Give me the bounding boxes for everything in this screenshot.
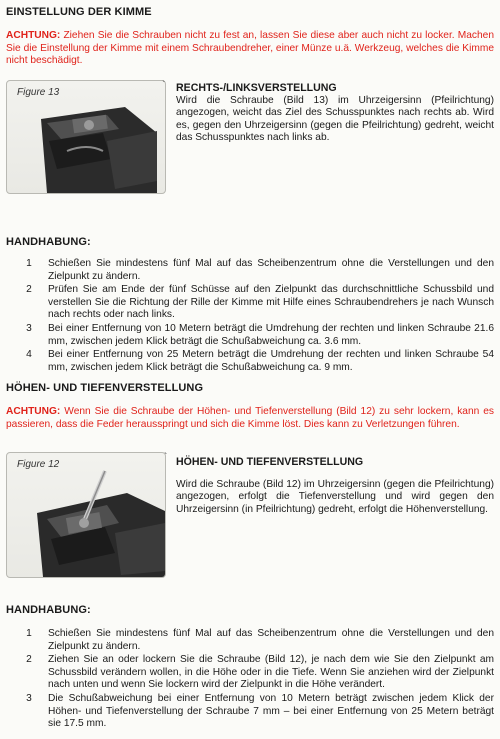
list-item	[6, 693, 494, 731]
handling-list-2	[6, 628, 494, 732]
list-item	[6, 284, 494, 322]
warning-text: Ziehen Sie die Schrauben nicht zu fest an, lassen Sie diese aber auch nicht zu locker. Machen Sie die Einstellung der Kimme mit einem Schraubendreher, einer Münze u.ä. Werkzeug, welches die Kimme nicht beschädigt.	[6, 30, 494, 67]
list-item-text: Schießen Sie mindestens fünf Mal auf das Scheibenzentrum ohne die Verstellungen und den Zielpunkt zu ändern.	[48, 258, 494, 282]
list-item-text: Bei einer Entfernung von 25 Metern beträgt die Umdrehung der rechten und linken Schraube 54 mm, zwischen jedem Klick beträgt die Schußabweichung ca. 9 mm.	[48, 349, 494, 373]
list-item-text: Prüfen Sie am Ende der fünf Schüsse auf den Zielpunkt das durchschnittliche Schussbild und verstellen Sie die Richtung der Rille der Kimme mit Hilfe eines Schraubendrehers je nach Wunsch nach rechts oder nach links.	[48, 284, 494, 321]
list-item-text: Schießen Sie mindestens fünf Mal auf das Scheibenzentrum ohne die Verstellungen und den Zielpunkt zu ändern.	[48, 628, 494, 652]
sub-heading-rechts-links: RECHTS-/LINKSVERSTELLUNG	[176, 82, 337, 94]
list-item-number: 3	[26, 692, 32, 704]
list-item	[6, 323, 494, 348]
hoehen-tiefen-block	[176, 456, 494, 516]
warning-label: ACHTUNG:	[6, 30, 61, 41]
warning-text: Wenn Sie die Schraube der Höhen- und Tiefenverstellung (Bild 12) zu sehr lockern, kann es passieren, dass die Feder herausspringt und sich die Kimme löst. Dies kann zu Verletzungen führen.	[6, 406, 494, 430]
list-item-number: 1	[26, 258, 32, 269]
list-item	[6, 654, 494, 692]
figure-callout-mark: `	[164, 452, 168, 463]
figure-12	[6, 452, 166, 578]
handling-list-1	[6, 258, 494, 375]
handling-heading-1: HANDHABUNG:	[6, 236, 91, 248]
figure-13	[6, 80, 166, 194]
section-heading-hoehen: HÖHEN- UND TIEFENVERSTELLUNG	[6, 382, 204, 394]
sub-heading-hoehen-tiefen: HÖHEN- UND TIEFENVERSTELLUNG	[176, 456, 364, 468]
rechts-links-block	[176, 82, 494, 145]
list-item-text: Bei einer Entfernung von 10 Metern beträgt die Umdrehung der rechten und linken Schraube 21.6 mm, zwischen jedem Klick beträgt die Schußabweichung ca. 3.6 mm.	[48, 322, 494, 347]
list-item-text: Die Schußabweichung bei einer Entfernung von 10 Metern beträgt zwischen jedem Klick der Höhen- und Tiefenverstellung der Schraube 7 mm – bei einer Entfernung von 25 Metern beträgt sie 17.5 mm.	[48, 692, 494, 730]
list-item-number: 1	[26, 628, 32, 639]
list-item	[6, 349, 494, 374]
rechts-links-text: Wird die Schraube (Bild 13) im Uhrzeigersinn (Pfeilrichtung) angezogen, weicht das Ziel des Schusspunktes nach rechts ab. Wird es, gegen den Uhrzeigersinn (gegen die Pfeilrichtung) gedreht, weicht das Schusspunktes nach links ab.	[176, 94, 494, 144]
rear-sight-photo-12	[7, 452, 168, 577]
figure-caption: Figure 13	[17, 87, 60, 98]
list-item	[6, 258, 494, 283]
warning-kimme	[6, 30, 494, 68]
hoehen-tiefen-text: Wird die Schraube (Bild 12) im Uhrzeigersinn (gegen die Pfeilrichtung) angezogen, erfolgt die Tiefenverstellung und wird gegen den Uhrzeigersinn (in Pfeilrichtung) gedreht, erfolgt die Höhenverstellung.	[176, 478, 494, 515]
warning-label: ACHTUNG:	[6, 406, 61, 417]
list-item-number: 2	[26, 284, 32, 296]
figure-caption: Figure 12	[17, 459, 60, 470]
list-item-number: 3	[26, 322, 32, 334]
list-item-number: 2	[26, 654, 32, 666]
section-heading-kimme: EINSTELLUNG DER KIMME	[6, 6, 152, 18]
warning-hoehen	[6, 406, 494, 431]
rear-sight-photo-13	[7, 81, 165, 193]
list-item	[6, 628, 494, 653]
handling-heading-2: HANDHABUNG:	[6, 604, 91, 616]
list-item-number: 4	[26, 349, 32, 361]
figure-callout-mark: `	[162, 80, 166, 91]
list-item-text: Ziehen Sie an oder lockern Sie die Schraube (Bild 12), je nach dem wie Sie den Zielpunkt am Schussbild verändern wollen, in die Höhe oder in die Tiefe. Wenn Sie anziehen wird der Zielpunkt nach unten und wenn Sie lockern wird der Zielpunkt in die Höhe verändert.	[48, 654, 494, 691]
